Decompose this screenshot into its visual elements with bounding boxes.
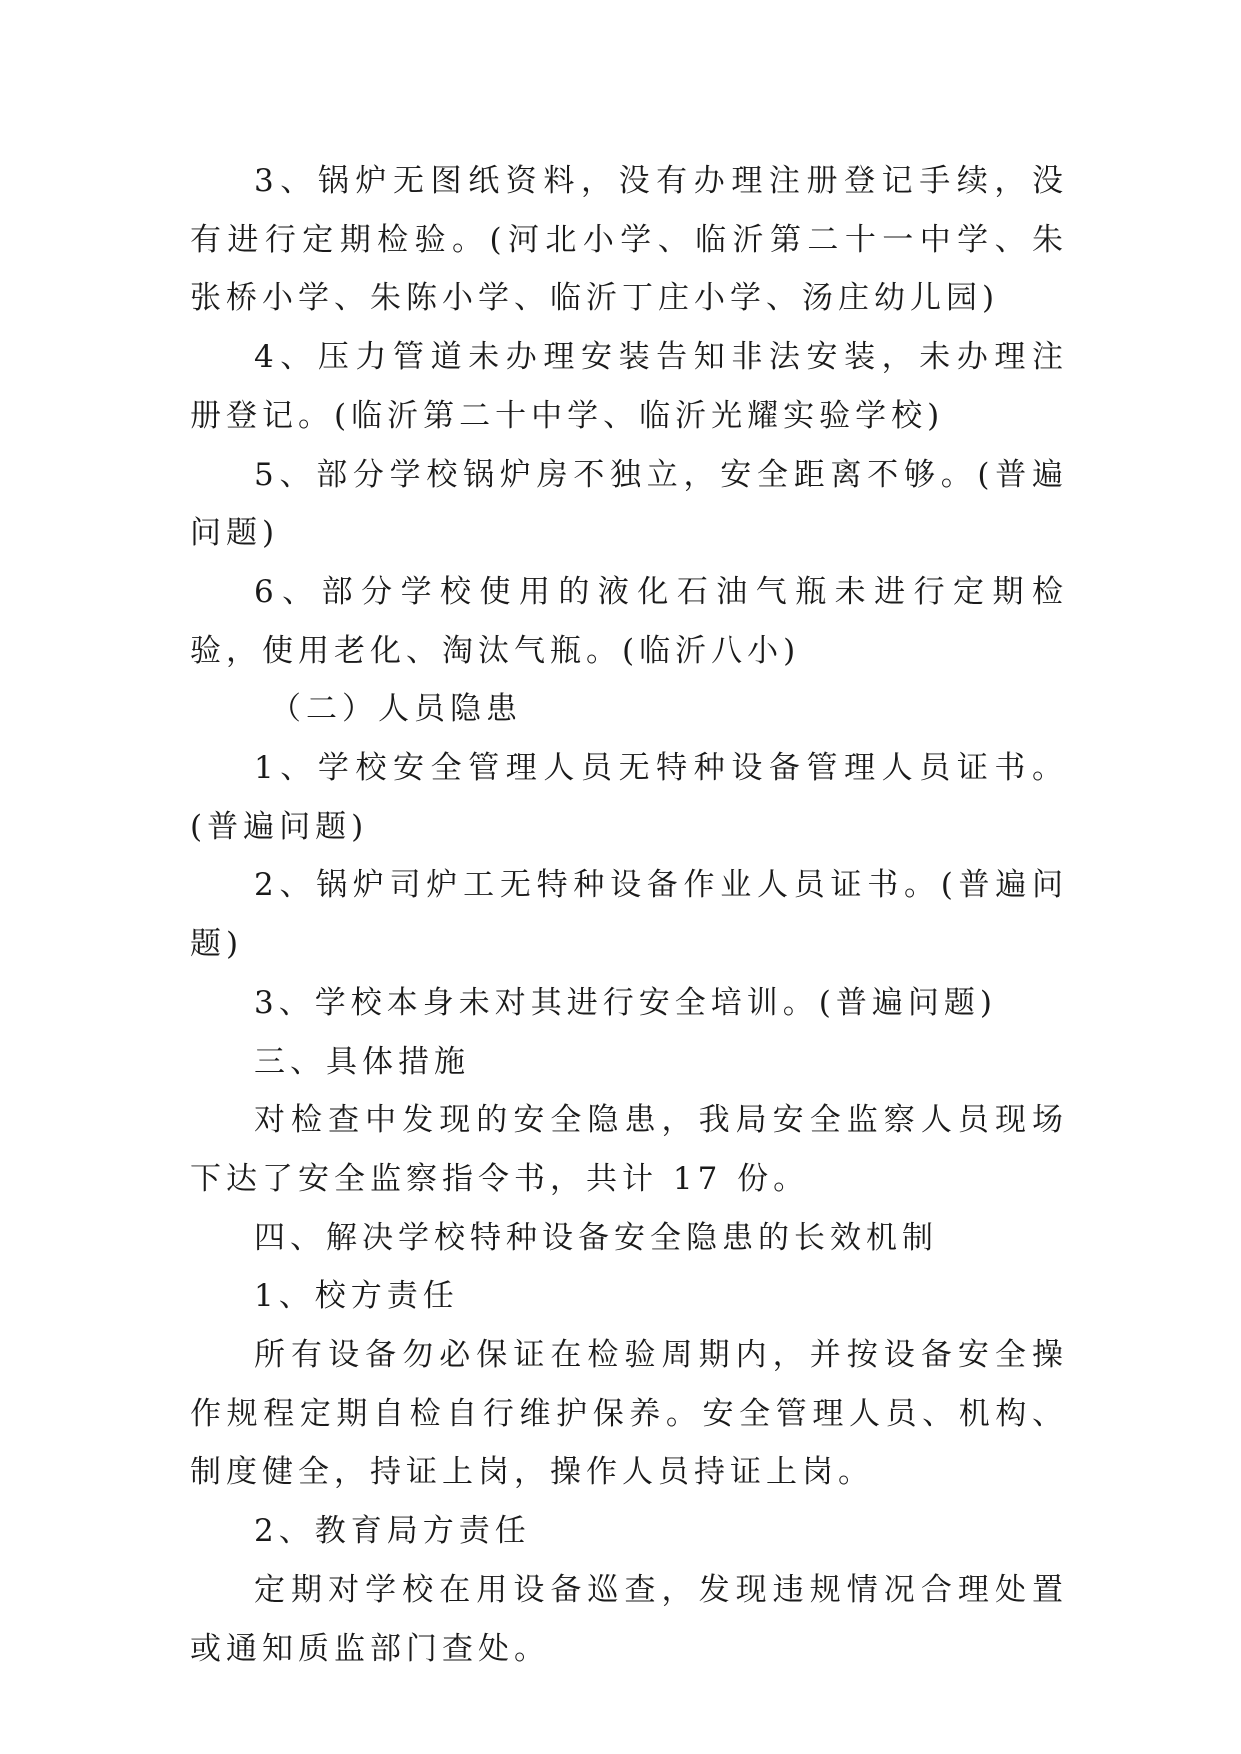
- section-heading-measures: 三、具体措施: [254, 1043, 470, 1080]
- document-body: [190, 152, 1068, 1678]
- section-heading-long-term-mechanism: 四、解决学校特种设备安全隐患的长效机制: [254, 1219, 938, 1256]
- paragraph-boiler-room-distance: 5、部分学校锅炉房不独立，安全距离不够。(普遍问题): [190, 456, 1068, 552]
- paragraph-boiler-operator-certificate: 2、锅炉司炉工无特种设备作业人员证书。(普遍问题): [190, 867, 1068, 963]
- paragraph-boiler-no-drawings: 3、锅炉无图纸资料，没有办理注册登记手续，没有进行定期检验。(河北小学、临沂第二十一中学、朱张桥小学、朱陈小学、临沂丁庄小学、汤庄幼儿园): [190, 163, 1068, 317]
- paragraph-pressure-pipeline: 4、压力管道未办理安装告知非法安装，未办理注册登记。(临沂第二十中学、临沂光耀实验学校): [190, 339, 1068, 434]
- paragraph-school-responsibility: 所有设备勿必保证在检验周期内，并按设备安全操作规程定期自检自行维护保养。安全管理人员、机构、制度健全，持证上岗，操作人员持证上岗。: [190, 1337, 1068, 1491]
- subheading-education-bureau-responsibility: 2、教育局方责任: [254, 1513, 531, 1550]
- paragraph-education-bureau-responsibility: 定期对学校在用设备巡查，发现违规情况合理处置或通知质监部门查处。: [190, 1571, 1068, 1667]
- section-heading-personnel-hazards: （二）人员隐患: [270, 691, 522, 728]
- paragraph-inspection-orders: 对检查中发现的安全隐患，我局安全监察人员现场下达了安全监察指令书，共计 17 份。: [190, 1102, 1068, 1197]
- paragraph-safety-manager-certificate: 1、学校安全管理人员无特种设备管理人员证书。(普遍问题): [190, 750, 1068, 845]
- paragraph-lpg-cylinders: 6、部分学校使用的液化石油气瓶未进行定期检验，使用老化、淘汰气瓶。(临沂八小): [190, 573, 1068, 669]
- subheading-school-responsibility: 1、校方责任: [254, 1278, 459, 1315]
- paragraph-safety-training: 3、学校本身未对其进行安全培训。(普遍问题): [254, 984, 997, 1021]
